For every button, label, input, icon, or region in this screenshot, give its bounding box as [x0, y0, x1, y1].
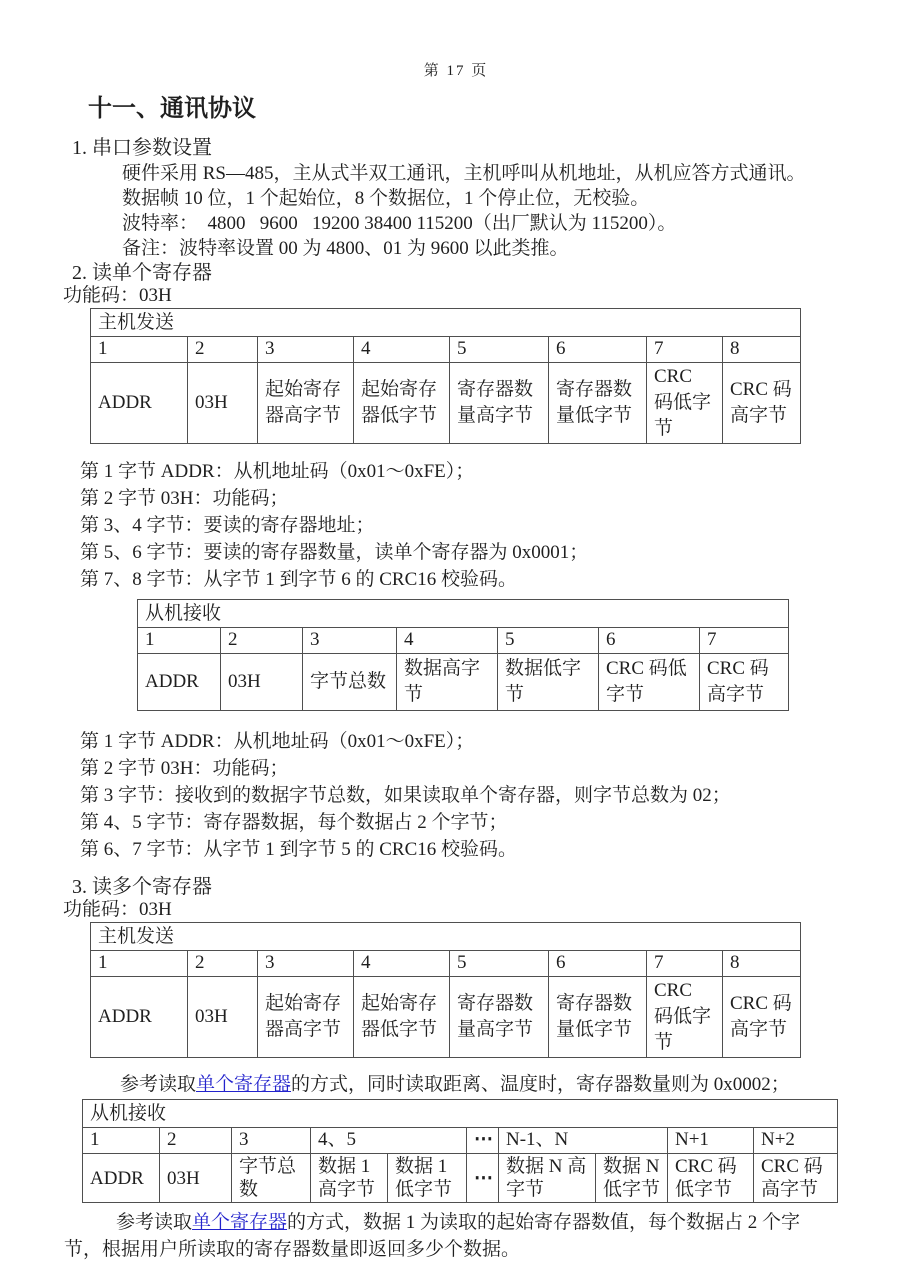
- note-line: 第 2 字节 03H：功能码；: [80, 488, 289, 509]
- byte-number-cell: N-1、N: [499, 1128, 668, 1154]
- byte-number-cell: 2: [188, 337, 258, 363]
- note-suffix: 的方式，数据 1 为读取的起始寄存器数值，每个数据占 2 个字节，根据用户所读取的寄存器数量即返回多少个数据。: [64, 1212, 801, 1260]
- byte-number-cell: 1: [138, 628, 221, 654]
- byte-value-cell: 起始寄存器低字节: [354, 363, 450, 444]
- byte-value-cell: 数据高字节: [397, 654, 498, 711]
- byte-number-cell: 5: [450, 337, 549, 363]
- section2-heading: 2. 读单个寄存器: [72, 262, 212, 284]
- note-line: 第 5、6 字节：要读的寄存器数量，读单个寄存器为 0x0001；: [80, 542, 589, 563]
- ellipsis-cell: ⋯: [467, 1154, 499, 1203]
- read-single-slave-table: [137, 599, 789, 711]
- serial-params-line-hardware: 硬件采用 RS—485，主从式半双工通讯，主机呼叫从机地址，从机应答方式通讯。: [122, 163, 806, 184]
- section2-function-code: 功能码：03H: [63, 285, 172, 306]
- byte-number-cell: 7: [647, 951, 723, 977]
- byte-value-cell: CRC 码低字节: [647, 363, 723, 444]
- byte-number-cell: N+1: [668, 1128, 754, 1154]
- note-line: 第 6、7 字节：从字节 1 到字节 5 的 CRC16 校验码。: [80, 839, 518, 860]
- byte-value-cell: 起始寄存器高字节: [258, 977, 354, 1058]
- byte-number-cell: 7: [647, 337, 723, 363]
- page-number: 第 17 页: [423, 63, 489, 79]
- table-caption: 主机发送: [91, 309, 801, 337]
- byte-number-cell: 5: [498, 628, 599, 654]
- byte-value-cell: ADDR: [83, 1154, 160, 1203]
- byte-number-cell: 4: [397, 628, 498, 654]
- note-suffix: 的方式，同时读取距离、温度时，寄存器数量则为 0x0002；: [291, 1074, 790, 1095]
- read-single-host-table: [90, 308, 801, 444]
- serial-params-line-remark: 备注：波特率设置 00 为 4800、01 为 9600 以此类推。: [122, 238, 569, 259]
- byte-number-cell: 5: [450, 951, 549, 977]
- note-line: 第 4、5 字节：寄存器数据，每个数据占 2 个字节；: [80, 812, 508, 833]
- byte-number-cell: 8: [723, 951, 801, 977]
- byte-number-cell: 6: [549, 951, 647, 977]
- byte-value-cell: 寄存器数量高字节: [450, 977, 549, 1058]
- byte-value-cell: 起始寄存器高字节: [258, 363, 354, 444]
- note-line: 第 1 字节 ADDR：从机地址码（0x01～0xFE）；: [80, 461, 475, 482]
- byte-number-cell: 4、5: [311, 1128, 467, 1154]
- byte-number-cell: 3: [232, 1128, 311, 1154]
- byte-value-cell: 字节总数: [303, 654, 397, 711]
- byte-number-cell: 4: [354, 951, 450, 977]
- byte-value-cell: CRC 码低字节: [668, 1154, 754, 1203]
- byte-value-cell: CRC 码低字节: [599, 654, 700, 711]
- byte-value-cell: CRC 码高字节: [723, 363, 801, 444]
- byte-number-cell: 6: [599, 628, 700, 654]
- byte-value-cell: 03H: [160, 1154, 232, 1203]
- byte-number-cell: N+2: [754, 1128, 838, 1154]
- byte-value-cell: ADDR: [91, 363, 188, 444]
- byte-number-cell: 3: [303, 628, 397, 654]
- section1-heading: 1. 串口参数设置: [72, 137, 212, 159]
- note-prefix: 参考读取: [116, 1212, 193, 1233]
- byte-value-cell: 数据低字节: [498, 654, 599, 711]
- byte-value-cell: 03H: [188, 977, 258, 1058]
- note-line: 第 1 字节 ADDR：从机地址码（0x01～0xFE）；: [80, 731, 475, 752]
- byte-value-cell: CRC 码高字节: [723, 977, 801, 1058]
- byte-value-cell: 数据 N 低字节: [596, 1154, 668, 1203]
- note-prefix: 参考读取: [120, 1074, 197, 1095]
- byte-number-cell: 8: [723, 337, 801, 363]
- note-line: 第 2 字节 03H：功能码；: [80, 758, 289, 779]
- section3-function-code: 功能码：03H: [63, 899, 172, 920]
- read-single-host-notes: [0, 458, 912, 593]
- byte-number-cell: 7: [700, 628, 789, 654]
- byte-value-cell: 字节总数: [232, 1154, 311, 1203]
- byte-number-cell: 2: [221, 628, 303, 654]
- byte-value-cell: CRC 码低字节: [647, 977, 723, 1058]
- byte-value-cell: 数据 N 高字节: [499, 1154, 596, 1203]
- byte-number-cell: 6: [549, 337, 647, 363]
- serial-params-line-frame: 数据帧 10 位，1 个起始位，8 个数据位，1 个停止位，无校验。: [122, 188, 650, 209]
- byte-value-cell: 寄存器数量低字节: [549, 363, 647, 444]
- byte-number-cell: 1: [83, 1128, 160, 1154]
- byte-number-cell: 3: [258, 951, 354, 977]
- note-line: 第 3、4 字节：要读的寄存器地址；: [80, 515, 375, 536]
- byte-number-cell: 3: [258, 337, 354, 363]
- read-multi-reference-note: [120, 1072, 912, 1097]
- read-single-slave-notes: [0, 728, 912, 863]
- byte-value-cell: 03H: [188, 363, 258, 444]
- byte-value-cell: 数据 1 高字节: [311, 1154, 388, 1203]
- read-multi-closing-note: [64, 1209, 832, 1263]
- table-caption: 主机发送: [91, 923, 801, 951]
- byte-value-cell: ADDR: [91, 977, 188, 1058]
- section3-heading: 3. 读多个寄存器: [72, 876, 212, 898]
- byte-value-cell: CRC 码高字节: [700, 654, 789, 711]
- byte-number-cell: 1: [91, 951, 188, 977]
- byte-value-cell: 寄存器数量高字节: [450, 363, 549, 444]
- read-multi-host-table: [90, 922, 801, 1058]
- single-register-link[interactable]: 单个寄存器: [196, 1074, 292, 1095]
- byte-value-cell: CRC 码高字节: [754, 1154, 838, 1203]
- page-title: 十一、通讯协议: [88, 96, 256, 122]
- byte-number-cell: 4: [354, 337, 450, 363]
- table-caption: 从机接收: [138, 600, 789, 628]
- single-register-link[interactable]: 单个寄存器: [192, 1212, 288, 1233]
- byte-value-cell: 数据 1 低字节: [388, 1154, 467, 1203]
- byte-value-cell: 寄存器数量低字节: [549, 977, 647, 1058]
- read-multi-slave-table: [82, 1099, 838, 1203]
- byte-value-cell: ADDR: [138, 654, 221, 711]
- byte-value-cell: 起始寄存器低字节: [354, 977, 450, 1058]
- table-caption: 从机接收: [83, 1100, 838, 1128]
- byte-number-cell: 2: [160, 1128, 232, 1154]
- ellipsis-cell: ⋯: [467, 1128, 499, 1154]
- note-line: 第 7、8 字节：从字节 1 到字节 6 的 CRC16 校验码。: [80, 569, 518, 590]
- serial-params-line-baudrate: 波特率： 4800 9600 19200 38400 115200（出厂默认为 115200）。: [122, 213, 677, 234]
- byte-value-cell: 03H: [221, 654, 303, 711]
- byte-number-cell: 1: [91, 337, 188, 363]
- byte-number-cell: 2: [188, 951, 258, 977]
- note-line: 第 3 字节：接收到的数据字节总数，如果读取单个寄存器，则字节总数为 02；: [80, 785, 731, 806]
